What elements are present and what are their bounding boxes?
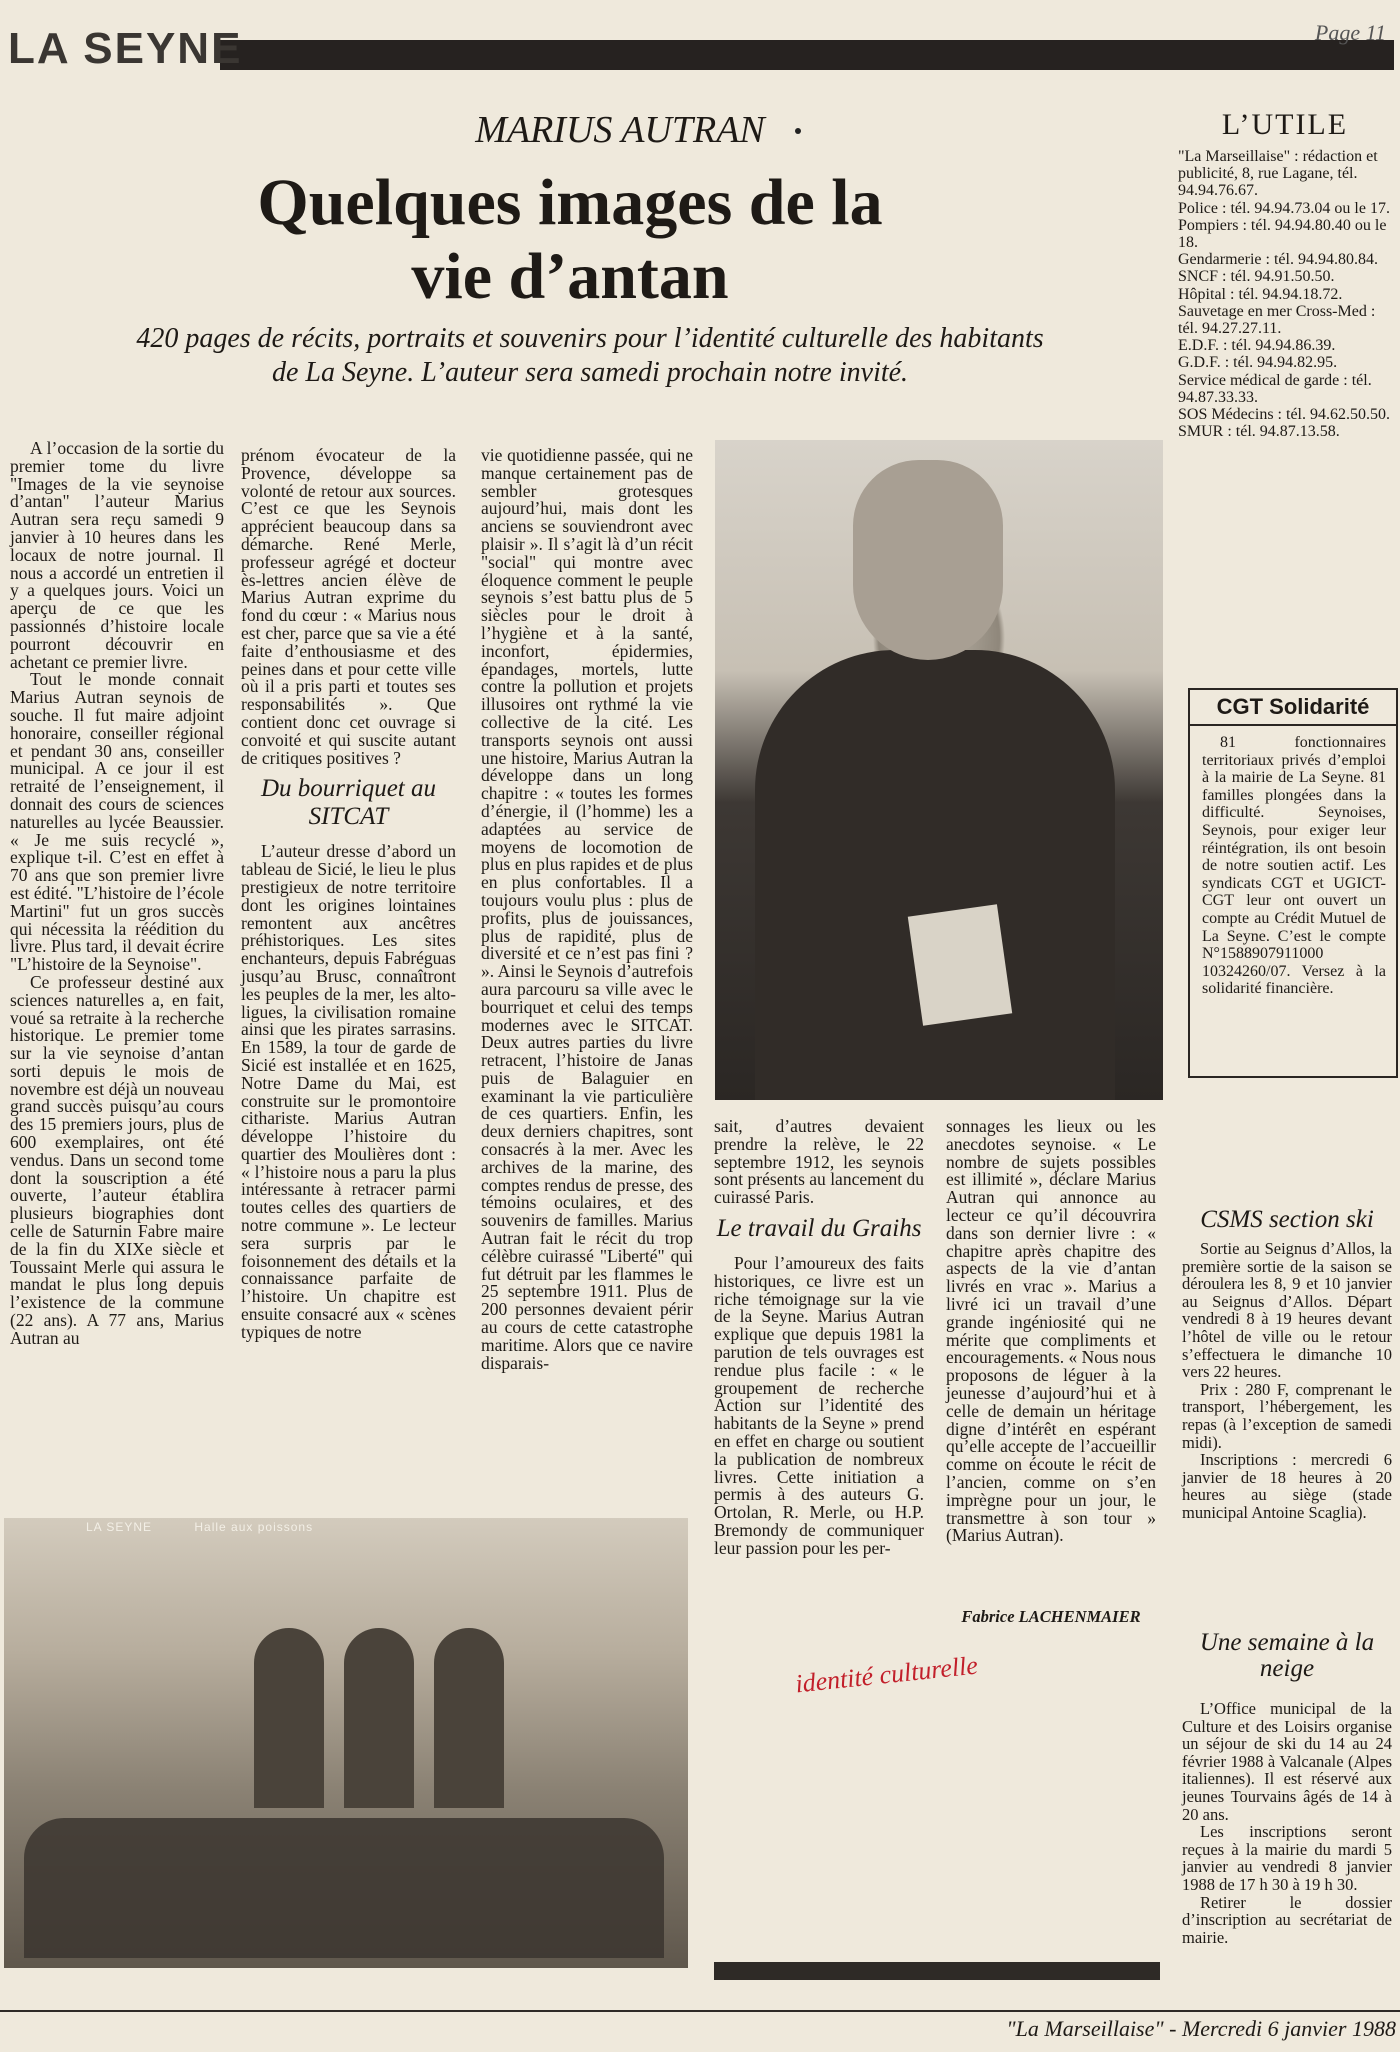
utile-list — [1178, 148, 1392, 440]
portrait-photo — [715, 440, 1163, 1100]
article-signature: Fabrice LACHENMAIER — [961, 1607, 1141, 1626]
article-column-2 — [241, 447, 456, 1342]
caption-subject: Halle aux poissons — [194, 1520, 314, 1534]
cgt-title: CGT Solidarité — [1190, 690, 1396, 726]
article-column-4 — [714, 1118, 924, 1558]
footer-rule — [0, 2010, 1400, 2012]
utile-title: L’UTILE — [1221, 108, 1349, 141]
neige-text — [1182, 1700, 1392, 1946]
cgt-solidarite-box — [1188, 688, 1398, 1078]
photo-arch — [434, 1628, 504, 1808]
article-column-3 — [481, 447, 693, 1372]
market-photo — [4, 1518, 688, 1968]
subheading: Du bourriquet au SITCAT — [261, 775, 436, 831]
footer-publication-date: "La Marseillaise" - Mercredi 6 janvier 1988 — [1006, 2016, 1396, 2041]
paragraph: Prix : 280 F, comprenant le transport, l’hébergement, les repas (à l’exception de samedi midi). — [1182, 1379, 1392, 1452]
article-deck: 420 pages de récits, portraits et souvenirs pour l’identité culturelle des habitants de La Seyne. L’auteur sera samedi prochain notre invité. — [136, 323, 1044, 388]
photo-figure-coat — [755, 650, 1115, 1100]
utile-item: Police : tél. 94.94.73.04 ou le 17. — [1178, 199, 1390, 217]
neige-title: Une semaine à la neige — [1199, 1629, 1375, 1682]
paragraph: L’Office municipal de la Culture et des Loisirs organise un séjour de ski du 14 au 24 février 1988 à Valcanale (Alpes italiennes). Il est réservé aux jeunes Tourvains âgés de 14 à 20 ans. — [1182, 1699, 1392, 1824]
utile-item: G.D.F. : tél. 94.94.82.95. — [1178, 354, 1338, 372]
paragraph: prénom évocateur de la Provence, développe sa volonté de retour aux sources. C’est ce que les Seynois apprécient beaucoup dans sa démarche. René Merle, professeur agrégé et docteur ès-lettres ancien élève de Marius Autran exprime du fond du cœur : « Marius nous est cher, parce que sa vie a été faite d’enthousiasme et des peines dans et pour cette ville où il a pris parti et toutes ses responsabilités ». Que contient donc cet ouvrage si convoité et qui suscite autant de critiques positives ? — [241, 445, 456, 768]
utile-item: Gendarmerie : tél. 94.94.80.84. — [1178, 251, 1378, 269]
sidebar-utile — [1178, 108, 1392, 440]
paragraph: sonnages les lieux ou les anecdotes seynoise. « Le nombre de sujets possibles est illimité », déclare Marius Autran qui annonce au lecteur ce qu’il découvrira dans son dernier livre : « chapitre après chapitre des aspects de la vie d’antan livrés en vrac ». Marius a livré ici un travail d’une grande ingéniosité qui ne mérite que compliments et encouragements. « Nous nous proposons de léguer à la jeunesse d’aujourd’hui et à celle de demain un héritage digne d’intérêt en espérant qu’elle accepte de l’accueillir comme on écoute le récit de l’ancien, comme on s’en imprègne pour un jour, le transmettre à son tour » (Marius Autran). — [946, 1116, 1156, 1546]
paragraph: Ce professeur destiné aux sciences naturelles a, en fait, voué sa retraite à la recherche historique. Le premier tome sur la vie seynoise d’antan sorti depuis le mois de novembre est déjà un nouveau grand succès puisqu’au cours des 15 premiers jours, plus de 600 exemplaires, ont été vendus. Dans un second tome dont la souscription a été ouverte, l’auteur établira plusieurs biographies dont celle de Saturnin Fabre maire de la fin du XIXe siècle et Toussaint Merle qui assura le mandat le plus long depuis l’existence de la commune (22 ans). A 77 ans, Marius Autran au — [10, 971, 224, 1348]
article-column-1 — [10, 440, 224, 1348]
handwritten-annotation: identité culturelle — [793, 1650, 980, 1699]
caption-place: LA SEYNE — [86, 1520, 153, 1534]
photo-caption — [86, 1520, 351, 1534]
utile-item: Hôpital : tél. 94.94.18.72. — [1178, 285, 1343, 303]
utile-item: Sauvetage en mer Cross-Med : tél. 94.27.27.11. — [1178, 302, 1376, 338]
paragraph: Pour l’amoureux des faits historiques, ce livre est un riche témoignage sur la vie de la Seyne. Marius Autran explique que depuis 1981 la parution de tels ouvrages est rendue plus facile : « le groupement de recherche Action sur l’identité des habitants de la Seyne » prend en effet en charge ou soutient la publication de nombreux livres. Cette initiation a permis à des auteurs G. Ortolan, R. Merle, ou H.P. Bremondy de communiquer leur passion pour les per- — [714, 1252, 924, 1558]
photo-arch — [344, 1628, 414, 1808]
utile-item: Service médical de garde : tél. 94.87.33.33. — [1178, 371, 1372, 406]
utile-item: SNCF : tél. 94.91.50.50. — [1178, 268, 1335, 286]
subheading: Le travail du Graihs — [716, 1214, 922, 1242]
page-number: Page 11 — [1314, 20, 1386, 45]
article-kicker: MARIUS AUTRAN — [475, 109, 765, 151]
bullet-dot — [795, 128, 801, 134]
paragraph: Les inscriptions seront reçues à la mairie du mardi 5 janvier au vendredi 8 janvier 1988 de 17 h 30 à 19 h 30. — [1182, 1822, 1392, 1894]
section-title: LA SEYNE — [8, 24, 243, 73]
paragraph: A l’occasion de la sortie du premier tome du livre "Images de la vie seynoise d’antan" l’auteur Marius Autran sera reçu samedi 9 janvier à 10 heures dans les locaux de notre journal. Il nous a accordé un entretien il y a quelques jours. Voici un aperçu de ce que les passionnés d’histoire locale pourront découvrir en achetant ce premier livre. — [10, 438, 224, 672]
paragraph: L’auteur dresse d’abord un tableau de Sicié, le lieu le plus prestigieux de notre territoire dont les origines lointaines remontent aux ancêtres préhistoriques. Les sites enchanteurs, depuis Fabréguas jusqu’au Brusc, connaîtront les peuples de la mer, les alto-ligues, la civilisation romaine ainsi que les pirates sarrasins. En 1589, la tour de garde de Sicié est installée et en 1625, Notre Dame du Mai, est construite sur le promontoire cithariste. Marius Autran développe l’histoire du quartier des Moulières dont : « l’histoire nous a paru la plus intéressante à retracer parmi toutes celles des quartiers de notre commune ». Le lecteur sera surpris par le foisonnement des détails et la connaissance parfaite de l’histoire. Un chapitre est ensuite consacré aux « scènes typiques de notre — [241, 841, 456, 1342]
cgt-text: 81 fonctionnaires territoriaux privés d’emploi à la mairie de La Seyne. 81 familles plongées dans la difficulté. Seynoises, Seynois, pour exiger leur réintégration, ils ont besoin de notre soutien actif. Les syndicats CGT et UGICT-CGT leur ont ouvert un compte au Crédit Mutuel de La Seyne. C’est le compte N°1588907911000 10324260/07. Versez à la solidarité financière. — [1202, 734, 1386, 998]
paragraph: vie quotidienne passée, qui ne manque certainement pas de sembler grotesques aujourd’hui, mais dont les anciens se souviendront avec plaisir ». Il s’agit là d’un récit "social" qui montre avec éloquence comment le peuple seynois s’est battu plus de 5 siècles pour le droit à l’hygiène et à la santé, inconfort, épidermies, épandages, mortels, lutte contre la pollution et projets illusoires ont rythmé la vie collective de la cité. Les transports seynois ont aussi une histoire, Marius Autran la développe dans un long chapitre : « toutes les formes d’énergie, il (l’homme) les a adaptées au service de moyens de locomotion de plus en plus rapides et de plus en plus confortables. Il a toujours voulu plus : plus de profits, plus de jouissances, plus de rapidité, plus de diversité et ce n’est pas fini ? ». Ainsi le Seynois d’autrefois aura parcouru sa ville avec le bourriquet et celui des temps modernes avec le SITCAT. Deux autres parties du livre retracent, l’histoire de Janas puis de Balaguier en examinant la vie particulière de ces quartiers. Enfin, les deux derniers chapitres, sont consacrés à la mer. Avec les archives de la marine, des comptes rendus de presse, des témoins oculaires, et des souvenirs de familles. Marius Autran fait le récit du trop célèbre cuirassé "Liberté" qui fut détruit par les flammes le 25 septembre 1911. Plus de 200 personnes devaient périr au cours de cette catastrophe maritime. Alors que ce navire disparais- — [481, 445, 693, 1373]
utile-item: "La Marseillaise" : rédaction et publicité, 8, rue Lagane, tél. 94.94.76.67. — [1178, 148, 1378, 200]
paragraph: sait, d’autres devaient prendre la relève, le 22 septembre 1912, les seynois sont présents au lancement du cuirassé Paris. — [714, 1116, 924, 1208]
photo-figure-head — [853, 460, 1003, 660]
bottom-rule-bar — [714, 1962, 1160, 1980]
paragraph: Inscriptions : mercredi 6 janvier de 18 heures à 20 heures au siège (stade municipal Antoine Scaglia). — [1182, 1450, 1392, 1522]
paragraph: Sortie au Seignus d’Allos, la première sortie de la saison se déroulera les 8, 9 et 10 janvier au Seignus d’Allos. Départ vendredi 8 à 19 heures devant l’hôtel de ville ou le retour s’effectuera le dimanche 10 vers 22 heures. — [1182, 1239, 1392, 1382]
utile-item: SOS Médecins : tél. 94.62.50.50. — [1178, 406, 1390, 424]
csms-title: CSMS section ski — [1200, 1206, 1374, 1233]
photo-arch — [254, 1628, 324, 1808]
photo-book — [908, 904, 1012, 1025]
masthead-rule — [220, 40, 1394, 70]
csms-text — [1182, 1240, 1392, 1522]
paragraph: Tout le monde connait Marius Autran seynois de souche. Il fut maire adjoint honoraire, conseiller régional et pendant 30 ans, conseiller municipal. A ce jour il est retraité de l’enseignement, il donnait des cours de sciences naturelles au lycée Beaussier. « Je me suis recyclé », explique t-il. C’est en effet à 70 ans que son premier livre est édité. "L’histoire de l’école Martini" fut un gros succès qui nécessita la réédition du livre. Plus tard, il devait écrire "L’histoire de la Seynoise". — [10, 669, 224, 975]
article-column-5 — [946, 1118, 1156, 1545]
article-headline: Quelques images de la vie d’antan — [257, 166, 883, 313]
utile-item: SMUR : tél. 94.87.13.58. — [1178, 423, 1340, 441]
paragraph: Retirer le dossier d’inscription au secrétariat de mairie. — [1182, 1892, 1392, 1947]
utile-item: E.D.F. : tél. 94.94.86.39. — [1178, 337, 1336, 355]
photo-crowd — [24, 1818, 664, 1958]
utile-item: Pompiers : tél. 94.94.80.40 ou le 18. — [1178, 216, 1387, 252]
